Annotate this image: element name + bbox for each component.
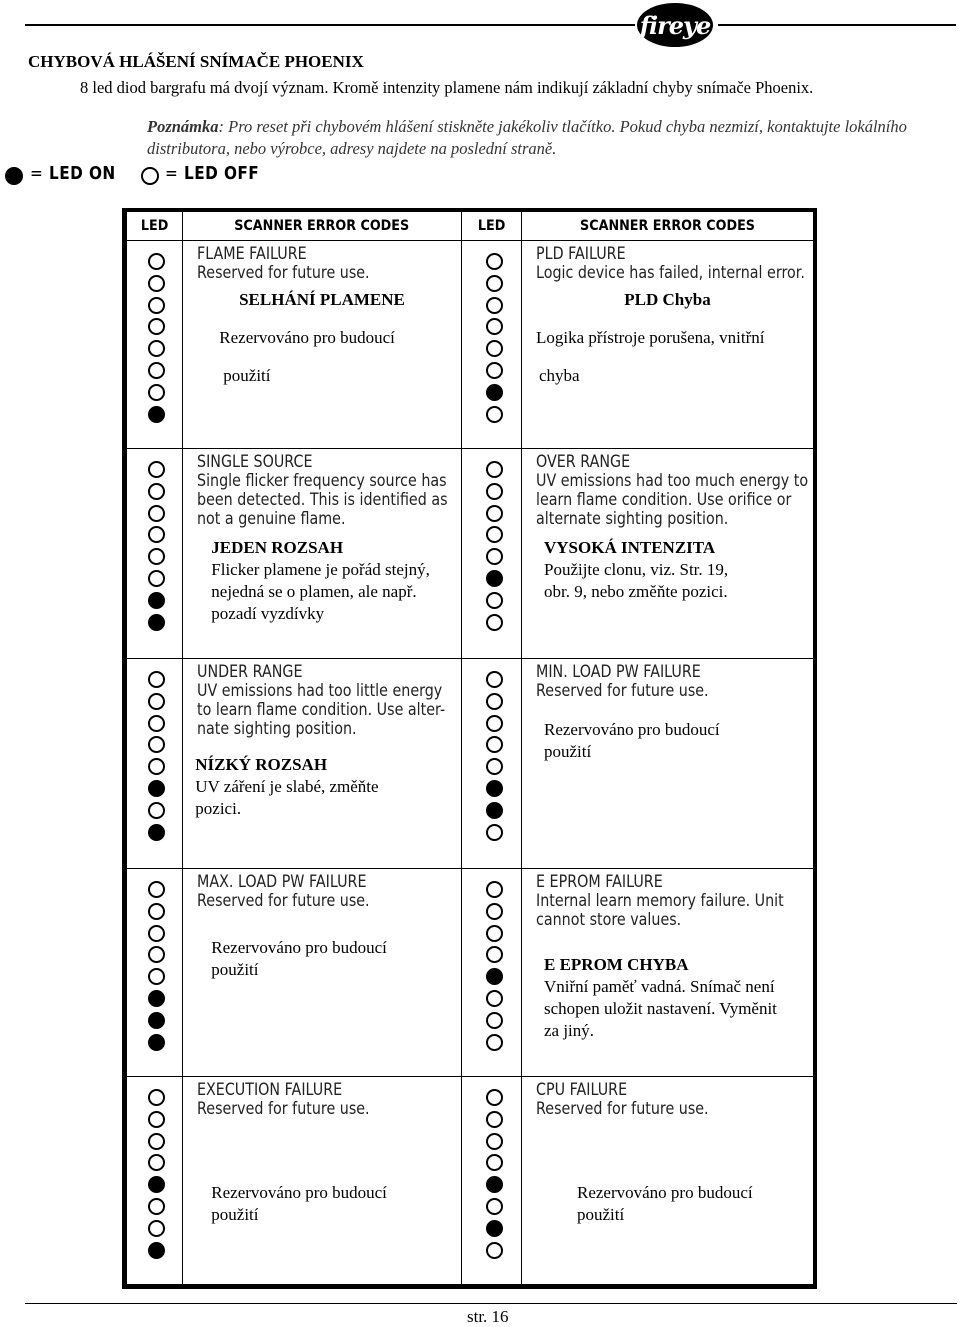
led-off-icon [148, 253, 165, 270]
czech-error-title [183, 289, 460, 311]
legend-on-label: LED ON [49, 163, 116, 184]
czech-error-text: za jiný. [543, 1021, 595, 1040]
error-code-cell [183, 869, 461, 1077]
legend-on [30, 163, 116, 184]
led-on-icon [148, 990, 165, 1007]
english-description [197, 663, 445, 739]
english-error-text: Reserved for future use. [535, 681, 709, 701]
led-off-icon [486, 592, 503, 609]
note-body: : Pro reset při chybovém hlášení stiskněte jakékoliv tlačítko. Pokud chyba nezmizí, kontaktujte lokálního distributora, nebo výrobce, adresy najdete na poslední straně. [147, 117, 907, 158]
led-off-icon [148, 758, 165, 775]
led-on-icon [486, 1220, 503, 1237]
note-text [147, 116, 955, 160]
led-off-icon [148, 671, 165, 688]
led-off-icon [486, 461, 503, 478]
led-off-icon [486, 483, 503, 500]
led-off-icon [148, 340, 165, 357]
table-row [125, 241, 816, 449]
led-off-icon [486, 903, 503, 920]
led-off-icon [486, 406, 503, 423]
english-error-title: OVER RANGE [535, 452, 631, 472]
led-cell [461, 241, 521, 449]
english-error-text: alternate sighting position. [535, 509, 729, 529]
english-error-text: Single flicker frequency source has [197, 471, 447, 491]
czech-description [195, 754, 378, 820]
top-rule-left [25, 24, 635, 26]
english-error-title: MAX. LOAD PW FAILURE [197, 872, 367, 892]
table-row [125, 869, 816, 1077]
table-header-row [125, 210, 816, 241]
english-description [197, 1081, 370, 1119]
led-on-icon [148, 406, 165, 423]
led-off-icon [148, 946, 165, 963]
czech-description [577, 1182, 753, 1226]
czech-error-text: UV záření je slabé, změňte [195, 777, 379, 796]
czech-error-text: použití [211, 960, 259, 979]
led-off-icon [486, 526, 503, 543]
led-cell [461, 659, 521, 869]
header-codes-right: SCANNER ERROR CODES [521, 210, 815, 241]
led-off-icon [486, 736, 503, 753]
english-description [197, 873, 370, 911]
czech-description [211, 937, 387, 981]
led-on-icon [486, 1176, 503, 1193]
led-off-icon [486, 1154, 503, 1171]
legend-off [165, 163, 259, 184]
english-error-text: Reserved for future use. [535, 1099, 709, 1119]
table-row [125, 449, 816, 659]
english-description [536, 873, 784, 930]
czech-description [211, 537, 430, 625]
error-code-cell [183, 659, 461, 869]
led-off-icon [486, 505, 503, 522]
led-on-icon [486, 968, 503, 985]
legend-led-off-icon [141, 167, 159, 185]
czech-error-text: Rezervováno pro budoucí [211, 1183, 387, 1202]
led-off-icon [486, 1034, 503, 1051]
czech-error-title: VYSOKÁ INTENZITA [543, 538, 716, 557]
led-off-icon [486, 275, 503, 292]
led-off-icon [486, 318, 503, 335]
led-off-icon [486, 990, 503, 1007]
czech-description [544, 954, 777, 1042]
english-error-text: Reserved for future use. [197, 263, 370, 283]
english-error-title: PLD FAILURE [535, 244, 626, 264]
led-off-icon [486, 548, 503, 565]
english-error-text: cannot store values. [535, 910, 682, 930]
error-code-cell [183, 241, 461, 449]
page-number: str. 16 [467, 1307, 509, 1326]
english-error-title: SINGLE SOURCE [197, 452, 313, 472]
czech-error-text: použití [543, 742, 592, 761]
error-code-cell [521, 449, 815, 659]
led-off-icon [148, 1111, 165, 1128]
intro-text: 8 led diod bargrafu má dvojí význam. Kromě intenzity plamene nám indikují základní chyby snímače Phoenix. [80, 78, 814, 97]
czech-error-text: chyba [538, 366, 580, 385]
led-off-icon [486, 1089, 503, 1106]
legend-on-eq: = [30, 163, 44, 184]
led-off-icon [148, 384, 165, 401]
fireye-logo [637, 3, 713, 47]
led-cell [461, 1077, 521, 1287]
led-off-icon [148, 925, 165, 942]
english-error-title: CPU FAILURE [535, 1080, 628, 1100]
scanner-error-table [122, 208, 817, 1289]
english-error-text: not a genuine flame. [197, 509, 346, 529]
english-description [197, 245, 370, 283]
error-code-cell [521, 659, 815, 869]
czech-error-text: Rezervováno pro budoucí [219, 328, 395, 347]
led-off-icon [486, 925, 503, 942]
led-off-icon [148, 318, 165, 335]
led-cell [461, 449, 521, 659]
led-off-icon [148, 736, 165, 753]
led-off-icon [148, 1133, 165, 1150]
english-error-text: UV emissions had too little energy [197, 681, 443, 701]
led-off-icon [486, 671, 503, 688]
logo-text: fireye [639, 10, 711, 40]
led-off-icon [486, 1242, 503, 1259]
header-codes-left: SCANNER ERROR CODES [183, 210, 461, 241]
led-cell [461, 869, 521, 1077]
english-error-title: UNDER RANGE [197, 662, 303, 682]
led-on-icon [486, 570, 503, 587]
led-off-icon [148, 1089, 165, 1106]
led-off-icon [148, 1198, 165, 1215]
english-error-text: Internal learn memory failure. Unit [535, 891, 784, 911]
led-on-icon [486, 802, 503, 819]
led-off-icon [148, 570, 165, 587]
czech-description [544, 537, 728, 603]
czech-error-title-text: PLD Chyba [624, 290, 711, 309]
led-off-icon [486, 946, 503, 963]
led-on-icon [486, 384, 503, 401]
czech-error-title: JEDEN ROZSAH [211, 538, 344, 557]
english-description [536, 245, 805, 283]
table-row [125, 659, 816, 869]
led-off-icon [486, 1111, 503, 1128]
table-row [125, 1077, 816, 1287]
czech-error-title: NÍZKÝ ROZSAH [195, 755, 328, 774]
bottom-rule [25, 1303, 957, 1304]
english-description [197, 453, 448, 529]
led-off-icon [486, 1198, 503, 1215]
led-off-icon [486, 297, 503, 314]
czech-error-text: obr. 9, nebo změňte pozici. [543, 582, 728, 601]
led-off-icon [486, 693, 503, 710]
led-cell [125, 449, 183, 659]
led-off-icon [148, 903, 165, 920]
header-led-left: LED [125, 210, 183, 241]
led-off-icon [148, 802, 165, 819]
led-off-icon [486, 1133, 503, 1150]
led-on-icon [148, 780, 165, 797]
czech-error-text: Použijte clonu, viz. Str. 19, [543, 560, 729, 579]
led-cell [125, 659, 183, 869]
legend-led-on-icon [5, 167, 23, 185]
error-code-cell [183, 1077, 461, 1287]
english-error-text: to learn flame condition. Use alter- [197, 700, 446, 720]
led-off-icon [148, 1220, 165, 1237]
led-off-icon [148, 505, 165, 522]
led-on-icon [148, 1176, 165, 1193]
led-off-icon [486, 362, 503, 379]
led-off-icon [486, 614, 503, 631]
led-on-icon [148, 592, 165, 609]
error-code-cell [521, 241, 815, 449]
czech-error-text: Flicker plamene je pořád stejný, [211, 560, 430, 579]
led-off-icon [486, 824, 503, 841]
english-error-text: UV emissions had too much energy to [535, 471, 809, 491]
english-description [536, 663, 709, 701]
led-off-icon [148, 1154, 165, 1171]
led-off-icon [148, 693, 165, 710]
error-code-cell [183, 449, 461, 659]
led-off-icon [148, 715, 165, 732]
czech-error-text: nejedná se o plamen, ale např. [211, 582, 417, 601]
czech-error-text: schopen uložit nastavení. Vyměnit [543, 999, 777, 1018]
legend-off-label: LED OFF [184, 163, 260, 184]
led-off-icon [486, 715, 503, 732]
czech-error-text: Rezervováno pro budoucí [543, 720, 720, 739]
led-off-icon [148, 275, 165, 292]
led-cell [125, 1077, 183, 1287]
error-code-cell [521, 869, 815, 1077]
led-on-icon [148, 1242, 165, 1259]
led-off-icon [148, 362, 165, 379]
english-error-title: E EPROM FAILURE [535, 872, 663, 892]
led-on-icon [148, 614, 165, 631]
english-error-text: nate sighting position. [197, 719, 357, 739]
top-rule-right [718, 24, 956, 26]
english-error-title: MIN. LOAD PW FAILURE [535, 662, 701, 682]
english-error-text: Logic device has failed, internal error. [535, 263, 805, 283]
led-off-icon [148, 526, 165, 543]
czech-error-title [522, 289, 813, 311]
led-cell [125, 241, 183, 449]
led-on-icon [148, 1012, 165, 1029]
led-off-icon [148, 297, 165, 314]
english-error-title: EXECUTION FAILURE [197, 1080, 343, 1100]
czech-error-text: použití [211, 1205, 259, 1224]
english-description [536, 1081, 709, 1119]
led-off-icon [148, 881, 165, 898]
led-off-icon [148, 461, 165, 478]
czech-error-text: pozici. [195, 799, 242, 818]
led-off-icon [486, 881, 503, 898]
led-off-icon [148, 548, 165, 565]
czech-description [211, 1182, 387, 1226]
page-title: CHYBOVÁ HLÁŠENÍ SNÍMAČE PHOENIX [28, 52, 364, 71]
led-off-icon [486, 253, 503, 270]
led-on-icon [148, 824, 165, 841]
english-description [536, 453, 808, 529]
czech-error-text: použití [223, 366, 271, 385]
czech-description [544, 719, 720, 763]
czech-error-text: Rezervováno pro budoucí [576, 1183, 753, 1202]
czech-error-text: použití [576, 1205, 625, 1224]
czech-error-text: Logika přístroje porušena, vnitřní [535, 328, 765, 347]
led-on-icon [148, 1034, 165, 1051]
error-code-cell [521, 1077, 815, 1287]
czech-error-title-text: SELHÁNÍ PLAMENE [239, 290, 405, 309]
note-label: Poznámka [147, 117, 219, 136]
czech-error-title: E EPROM CHYBA [543, 955, 689, 974]
led-cell [125, 869, 183, 1077]
czech-error-text: pozadí vyzdívky [211, 604, 325, 623]
led-on-icon [486, 780, 503, 797]
led-off-icon [486, 340, 503, 357]
led-off-icon [148, 968, 165, 985]
czech-error-text: Rezervováno pro budoucí [211, 938, 387, 957]
header-led-right: LED [461, 210, 521, 241]
english-error-text: been detected. This is identified as [197, 490, 448, 510]
english-error-text: learn flame condition. Use orifice or [535, 490, 792, 510]
czech-error-text: Vniřní paměť vadná. Snímač není [543, 977, 775, 996]
led-off-icon [148, 483, 165, 500]
legend-off-eq: = [165, 163, 179, 184]
english-error-title: FLAME FAILURE [197, 244, 307, 264]
led-off-icon [486, 758, 503, 775]
english-error-text: Reserved for future use. [197, 891, 370, 911]
led-off-icon [486, 1012, 503, 1029]
english-error-text: Reserved for future use. [197, 1099, 370, 1119]
